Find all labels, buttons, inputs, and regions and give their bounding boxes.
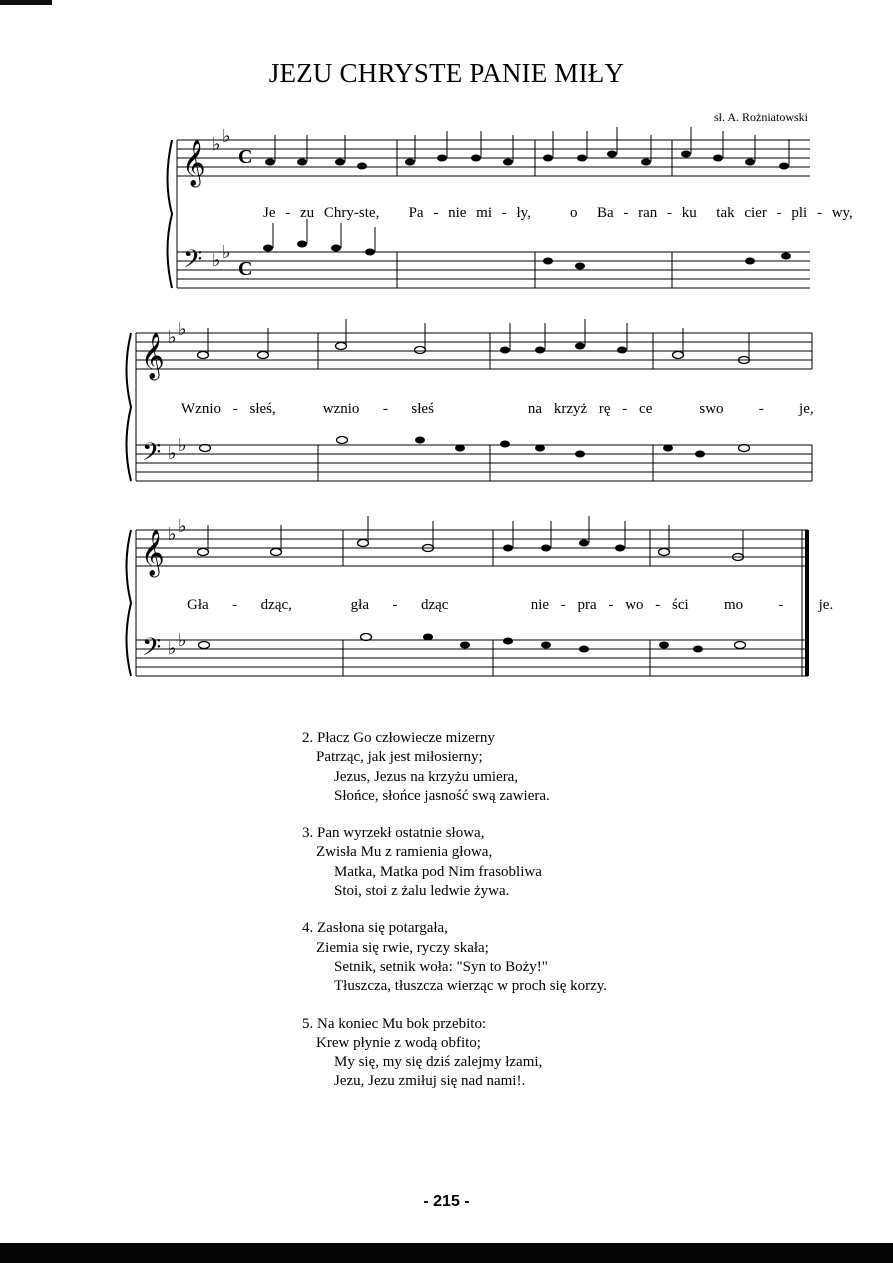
lyric-syllable: słeś, xyxy=(249,401,276,417)
svg-text:♭: ♭ xyxy=(212,134,221,155)
verse-line: Jezu, Jezu zmiłuj się nad nami!. xyxy=(334,1073,526,1090)
verse-line: 2. Płacz Go człowiecze mizerny xyxy=(302,730,495,746)
lyric-syllable: dząc, xyxy=(260,597,292,613)
lyric-syllable: Wznio xyxy=(181,401,221,417)
lyric-hyphen: - xyxy=(816,205,822,221)
lyric-syllable: mi xyxy=(476,205,493,221)
lyric-syllable: gła xyxy=(350,597,369,613)
svg-text:♭: ♭ xyxy=(178,435,187,456)
page-number: - 215 - xyxy=(423,1193,470,1210)
lyric-syllable: Pa xyxy=(408,205,424,221)
lyric-hyphen: - xyxy=(433,205,439,221)
svg-text:♭: ♭ xyxy=(212,250,221,271)
lyric-hyphen: - xyxy=(776,205,782,221)
svg-text:♭: ♭ xyxy=(178,516,187,537)
lyric-syllable: swo xyxy=(699,401,724,417)
svg-text:𝄞: 𝄞 xyxy=(141,530,165,576)
lyric-syllable: Je xyxy=(263,205,276,221)
lyric-syllable: na xyxy=(527,401,543,417)
svg-text:𝄞: 𝄞 xyxy=(182,140,206,186)
lyric-hyphen: - xyxy=(501,205,507,221)
svg-text:♭: ♭ xyxy=(168,524,177,545)
lyric-syllable: ści xyxy=(672,597,689,613)
svg-text:C: C xyxy=(238,258,253,280)
lyric-syllable: ku xyxy=(681,205,697,221)
lyric-syllable: Ba xyxy=(596,205,614,221)
verse-line: Zwisła Mu z ramienia głowa, xyxy=(316,844,493,861)
svg-text:♭: ♭ xyxy=(168,638,177,659)
verse-3 xyxy=(302,824,607,901)
song-title: JEZU CHRYSTE PANIE MIŁY xyxy=(268,58,625,88)
lyric-syllable: nie xyxy=(448,205,467,221)
lyric-syllable: tak xyxy=(716,205,735,221)
svg-text:♭: ♭ xyxy=(222,126,231,147)
verse-line: Stoi, stoi z żalu ledwie żywa. xyxy=(334,883,510,900)
svg-text:♭: ♭ xyxy=(178,630,187,651)
svg-text:♭: ♭ xyxy=(178,319,187,340)
lyric-syllable: wznio xyxy=(322,401,360,417)
lyricist-credit: sł. A. Rożniatowski xyxy=(713,110,808,124)
lyric-syllable: o xyxy=(569,205,578,221)
verse-line: Krew płynie z wodą obfito; xyxy=(316,1034,481,1051)
verse-line: 3. Pan wyrzekł ostatnie słowa, xyxy=(302,825,485,842)
lyric-hyphen: - xyxy=(655,597,661,613)
svg-text:♭: ♭ xyxy=(168,443,177,464)
svg-text:𝄢: 𝄢 xyxy=(142,438,162,473)
svg-text:C: C xyxy=(238,146,253,168)
lyric-hyphen: - xyxy=(382,401,388,417)
lyric-hyphen: - xyxy=(608,597,614,613)
verse-line: Patrząc, jak jest miłosierny; xyxy=(316,749,483,766)
lyric-syllable: cier xyxy=(744,205,767,221)
lyric-syllable: ły, xyxy=(516,205,531,221)
verse-line: Matka, Matka pod Nim frasobliwa xyxy=(334,863,542,880)
lyric-syllable: rę xyxy=(598,401,611,417)
additional-verses xyxy=(302,729,607,1110)
lyric-syllable: pli xyxy=(791,205,808,221)
lyric-syllable: je, xyxy=(799,401,814,417)
lyric-syllable: je. xyxy=(818,597,834,613)
lyric-hyphen: - xyxy=(622,401,628,417)
lyric-syllable: Gła xyxy=(187,597,209,613)
verse-line: My się, my się dziś zalejmy łzami, xyxy=(334,1054,543,1071)
lyric-syllable: nie xyxy=(530,597,550,613)
verse-line: Tłuszcza, tłuszcza wierząc w proch się korzy. xyxy=(334,978,608,995)
lyric-syllable: Chry-ste, xyxy=(323,205,380,221)
lyric-hyphen: - xyxy=(232,597,238,613)
lyric-syllable: dząc xyxy=(420,597,449,613)
svg-text:♭: ♭ xyxy=(168,327,177,348)
svg-text:𝄢: 𝄢 xyxy=(183,245,203,280)
lyric-hyphen: - xyxy=(285,205,291,221)
verse-line: Słońce, słońce jasność swą zawiera. xyxy=(334,787,550,804)
verse-line: 5. Na koniec Mu bok przebito: xyxy=(302,1015,487,1032)
verse-line: Setnik, setnik woła: "Syn to Boży!" xyxy=(334,958,548,975)
verse-2 xyxy=(302,729,607,806)
svg-text:𝄢: 𝄢 xyxy=(142,633,162,668)
lyric-hyphen: - xyxy=(667,205,673,221)
bottom-scan-bar xyxy=(0,1243,893,1263)
verse-5 xyxy=(302,1015,607,1092)
verse-line: 4. Zasłona się potargała, xyxy=(302,920,448,937)
svg-text:♭: ♭ xyxy=(222,242,231,263)
lyric-syllable: mo xyxy=(723,597,744,613)
svg-text:𝄞: 𝄞 xyxy=(141,333,165,379)
lyric-hyphen: - xyxy=(560,597,566,613)
lyric-line-3 xyxy=(187,597,833,614)
lyric-syllable: pra xyxy=(577,597,597,613)
lyric-syllable: krzyż xyxy=(553,401,588,417)
lyric-syllable: wy, xyxy=(831,205,853,221)
lyric-syllable: wo xyxy=(625,597,644,613)
lyric-hyphen: - xyxy=(392,597,398,613)
lyric-hyphen: - xyxy=(758,401,764,417)
verse-4 xyxy=(302,919,607,996)
verse-line: Jezus, Jezus na krzyżu umiera, xyxy=(334,768,519,785)
lyric-hyphen: - xyxy=(232,401,238,417)
lyric-hyphen: - xyxy=(778,597,784,613)
lyric-syllable: ce xyxy=(639,401,653,417)
verse-line: Ziemia się rwie, ryczy skała; xyxy=(316,939,489,956)
lyric-syllable: zu xyxy=(300,205,315,221)
lyric-syllable: ran xyxy=(638,205,658,221)
lyric-syllable: słeś xyxy=(411,401,434,417)
lyric-hyphen: - xyxy=(623,205,629,221)
